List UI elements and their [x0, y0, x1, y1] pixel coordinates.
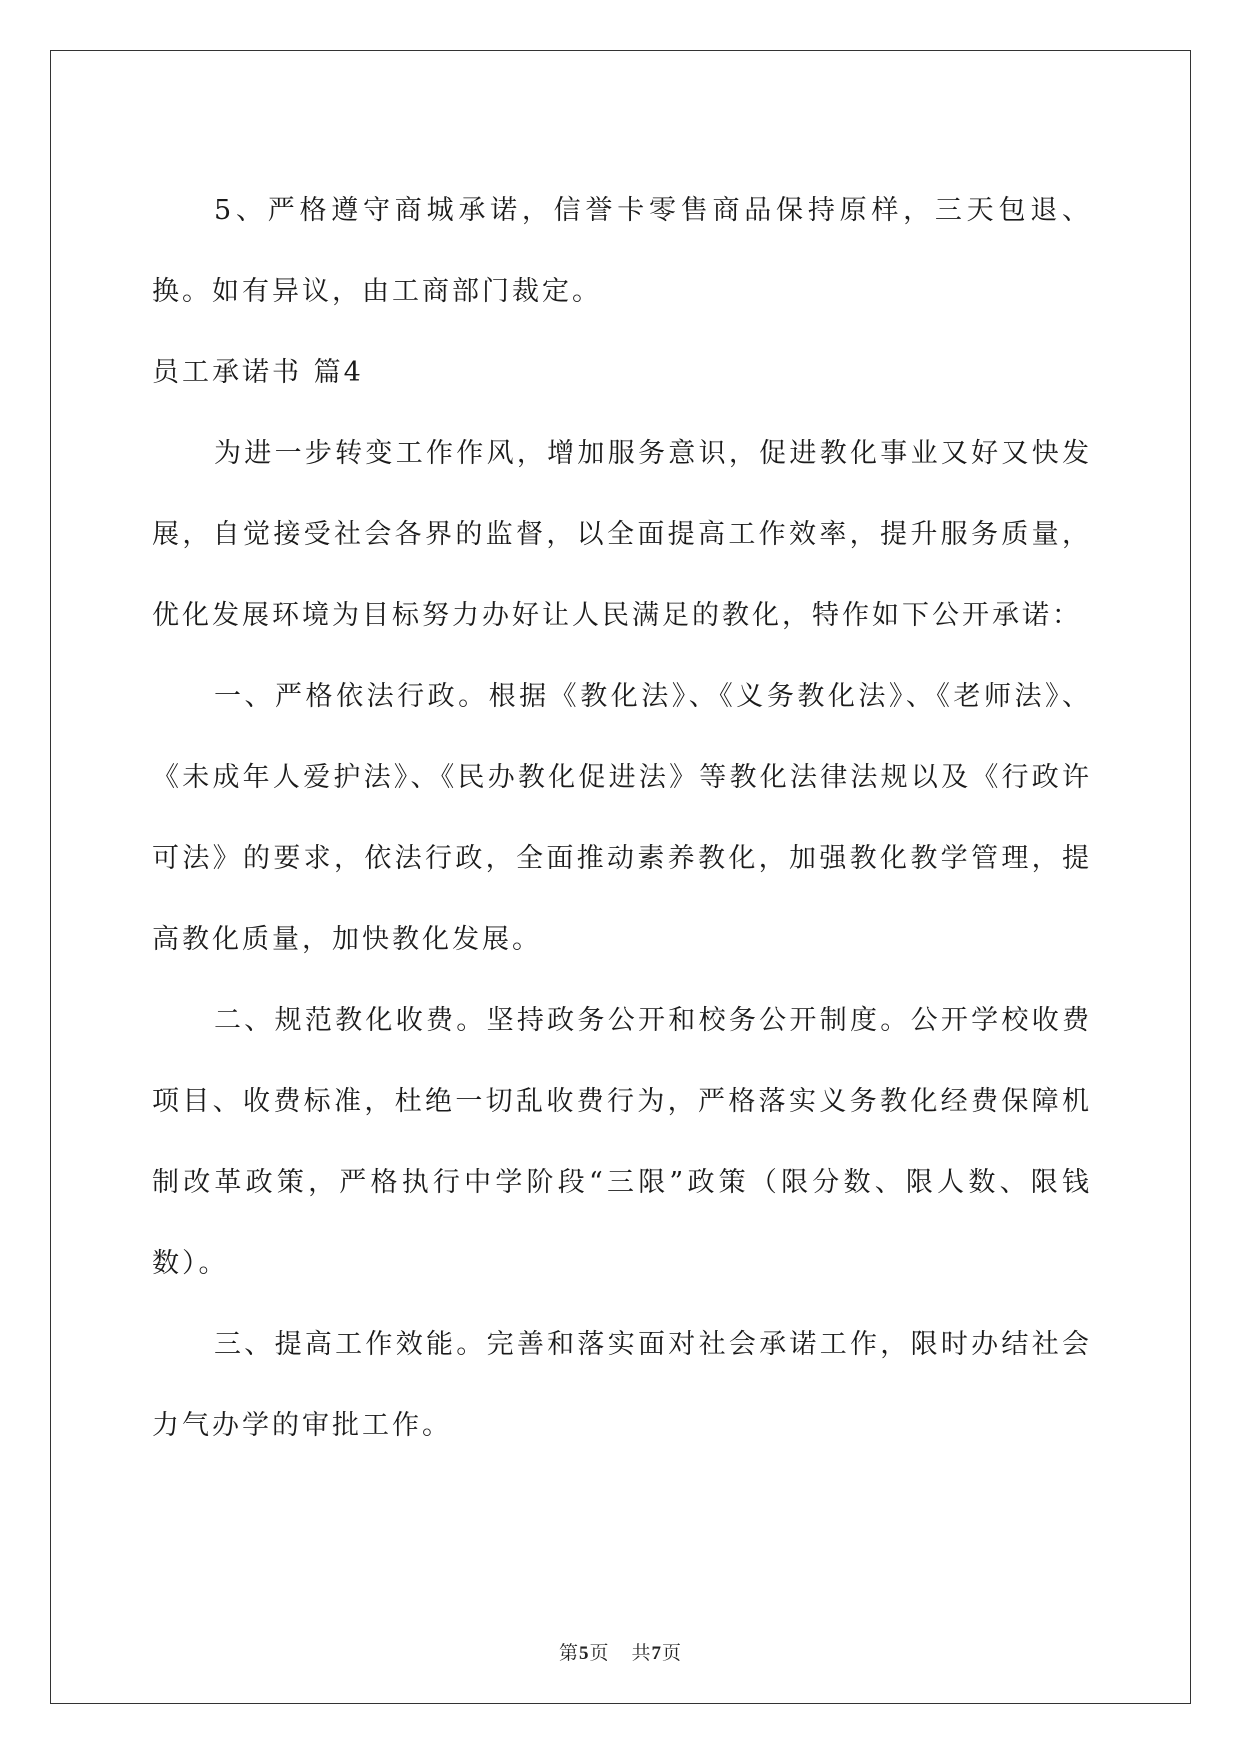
page-number: 5	[578, 1643, 590, 1664]
footer-page-suffix: 页	[589, 1642, 610, 1664]
section-heading: 员工承诺书 篇4	[152, 357, 364, 388]
footer-prefix: 第	[558, 1642, 579, 1664]
document-body	[152, 170, 1092, 1466]
paragraph-item-3: 三、提高工作效能。完善和落实面对社会承诺工作，限时办结社会力气办学的审批工作。	[152, 1329, 1092, 1441]
page-footer	[0, 1638, 1241, 1665]
paragraph-item-5: 5、严格遵守商城承诺，信誉卡零售商品保持原样，三天包退、换。如有异议，由工商部门裁定。	[152, 195, 1092, 307]
paragraph-item-1: 一、严格依法行政。根据《教化法》、《义务教化法》、《老师法》、《未成年人爱护法》、《民办教化促进法》等教化法律法规以及《行政许可法》的要求，依法行政，全面推动素养教化，加强教化教学管理，提高教化质量，加快教化发展。	[152, 681, 1092, 955]
footer-total-prefix: 共	[631, 1642, 652, 1664]
total-pages: 7	[651, 1643, 663, 1664]
paragraph-intro: 为进一步转变工作作风，增加服务意识，促进教化事业又好又快发展，自觉接受社会各界的监督，以全面提高工作效率，提升服务质量，优化发展环境为目标努力办好让人民满足的教化，特作如下公开承诺：	[152, 438, 1092, 631]
footer-total-suffix: 页	[662, 1642, 683, 1664]
paragraph-item-2: 二、规范教化收费。坚持政务公开和校务公开制度。公开学校收费项目、收费标准，杜绝一切乱收费行为，严格落实义务教化经费保障机制改革政策，严格执行中学阶段“三限”政策（限分数、限人数、限钱数）。	[152, 1005, 1092, 1279]
